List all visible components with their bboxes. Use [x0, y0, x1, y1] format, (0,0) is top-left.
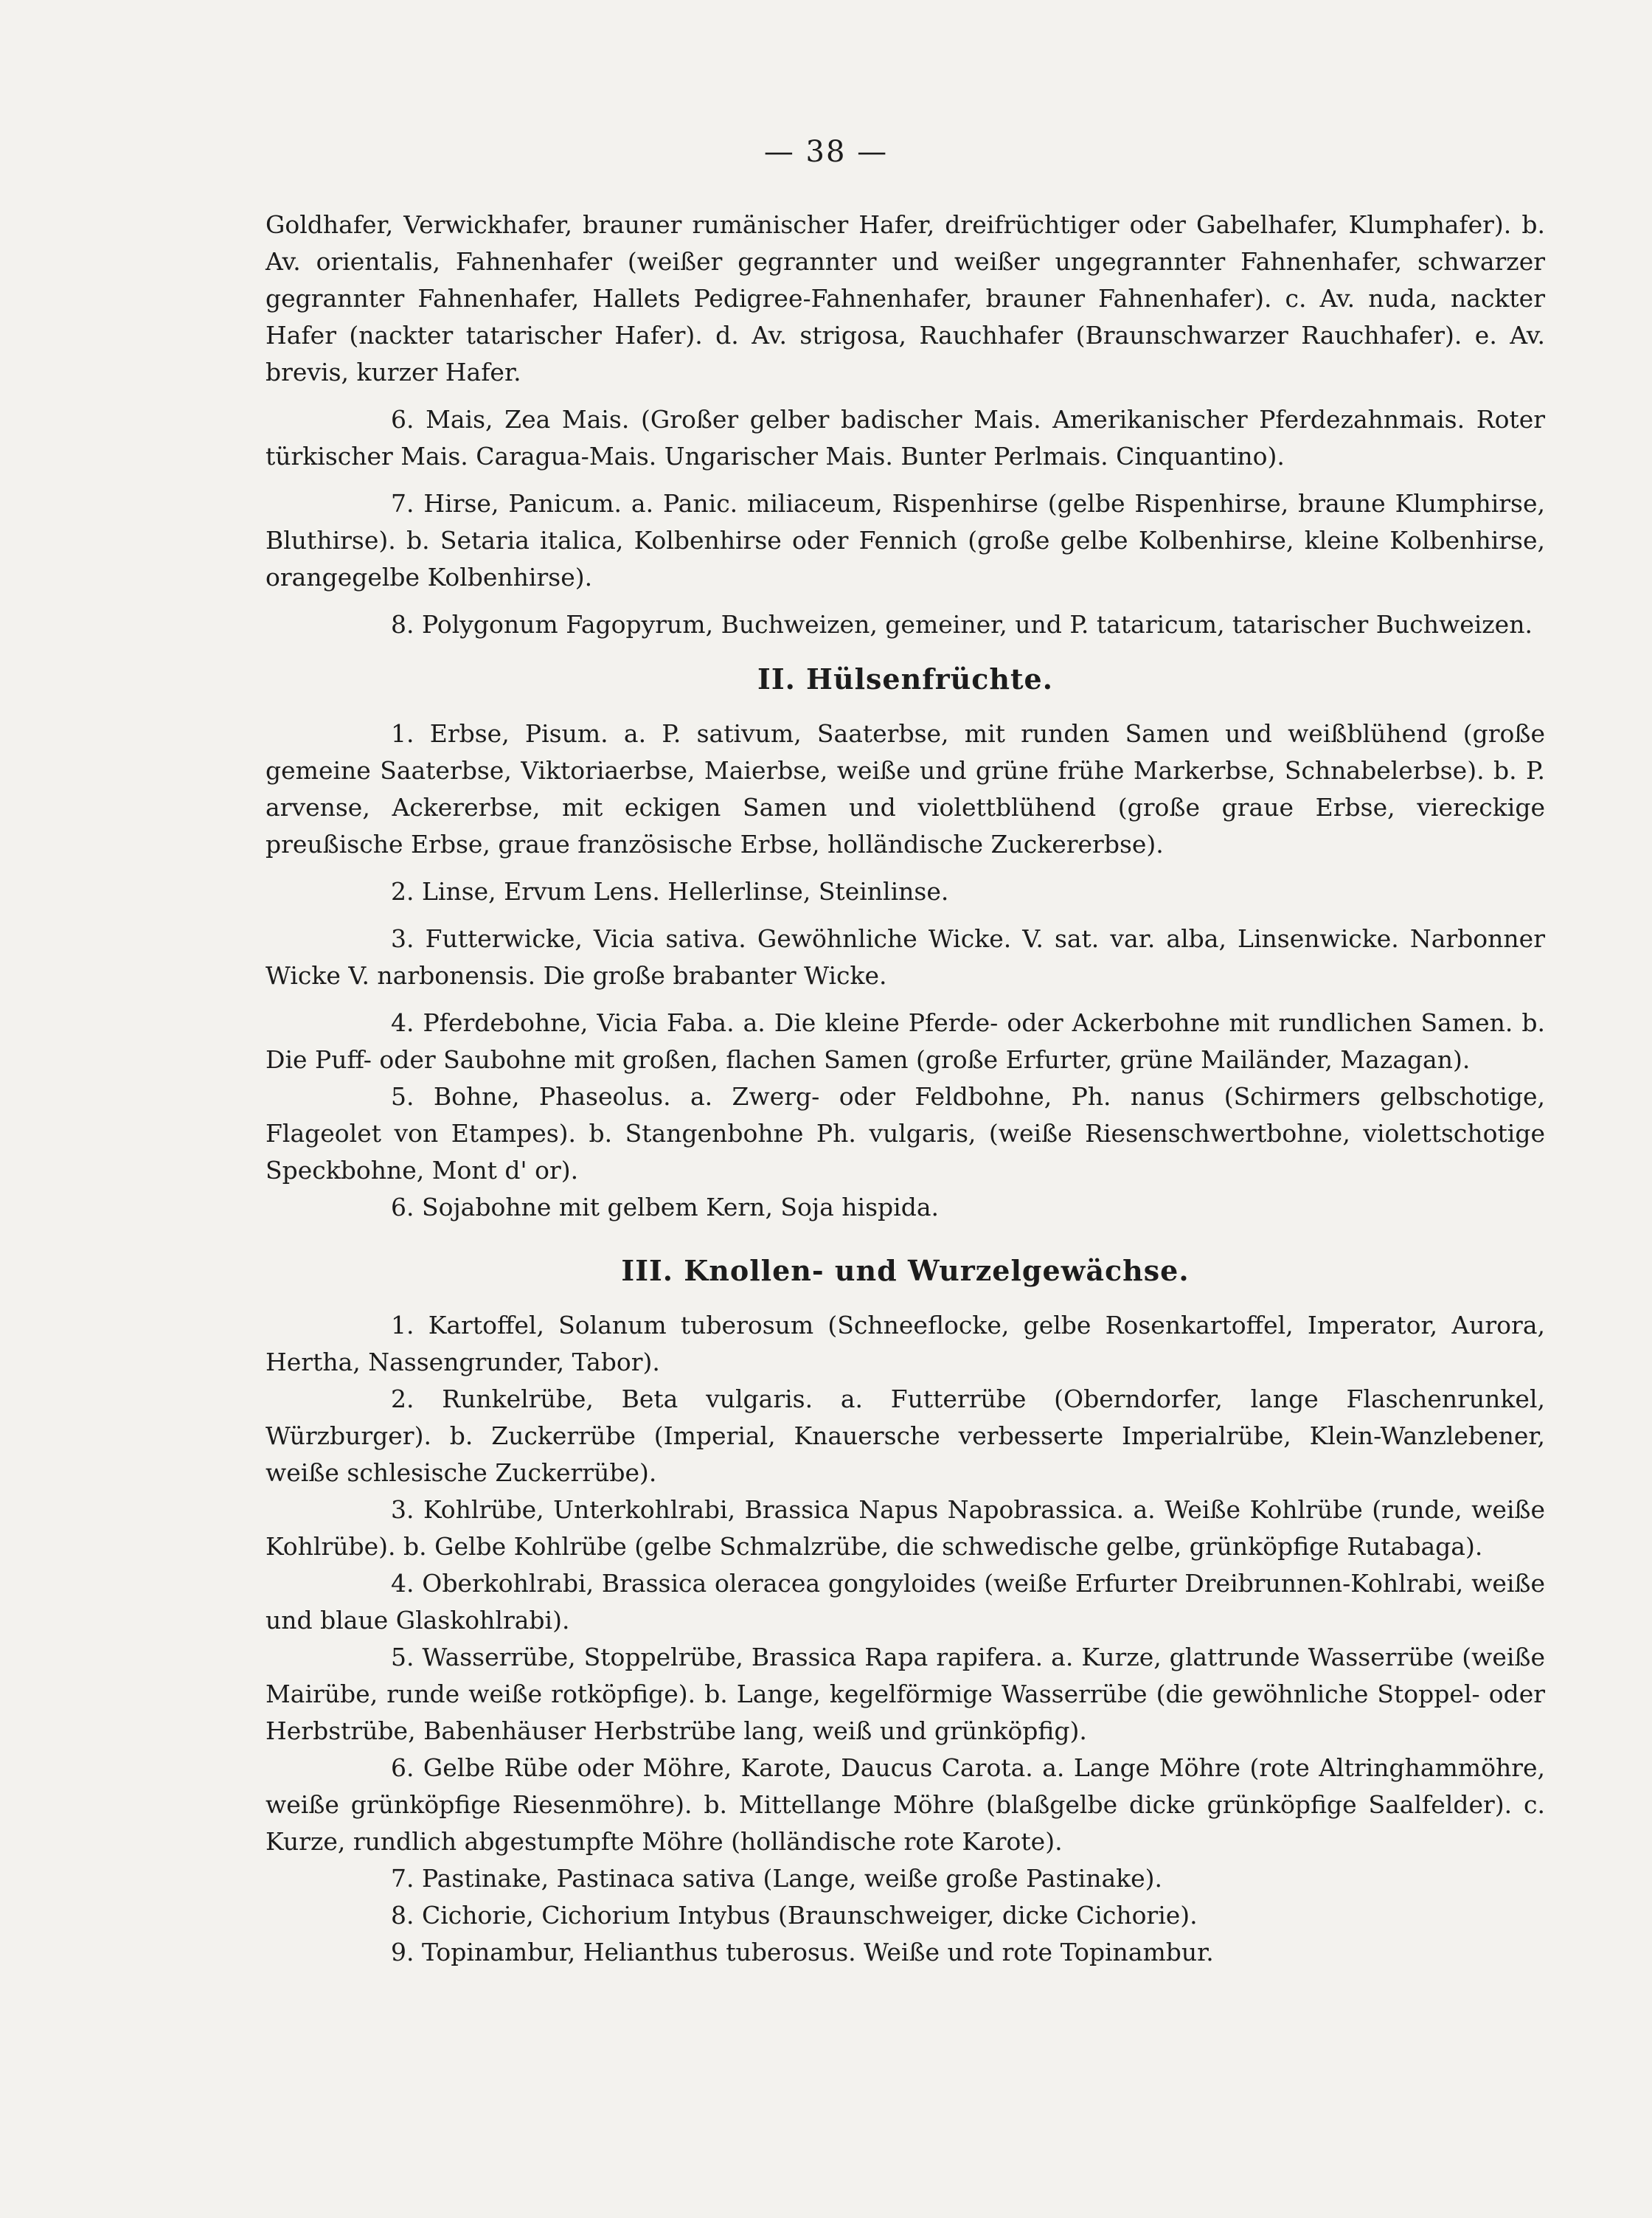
page-number: — 38 — — [763, 135, 889, 169]
paragraph-moehre: 6. Gelbe Rübe oder Möhre, Karote, Daucus Carota. a. Lange Möhre (rote Altringhammöhre, weiße grünköpfige Riesenmöhre). b. Mittellange Möhre (blaßgelbe dicke grünköpfige Saalfelder). c. Kurze, rundlich abgestumpfte Möhre (holländische rote Karote). — [266, 1753, 1545, 1856]
paragraph-kartoffel: 1. Kartoffel, Solanum tuberosum (Schneeflocke, gelbe Rosenkartoffel, Imperator, Aurora, Hertha, Nassengrunder, Tabor). — [266, 1311, 1545, 1376]
paragraph-pferdebohne: 4. Pferdebohne, Vicia Faba. a. Die kleine Pferde- oder Ackerbohne mit rundlichen Samen. b. Die Puff- oder Saubohne mit großen, flachen Samen (große Erfurter, grüne Mailänder, Mazagan). — [266, 1008, 1545, 1074]
paragraph-erbse: 1. Erbse, Pisum. a. P. sativum, Saaterbse, mit runden Samen und weißblühend (große gemeine Saaterbse, Viktoriaerbse, Maierbse, weiße und grüne frühe Markerbse, Schnabelerbse). b. P. arvense, Ackererbse, mit eckigen Samen und violettblühend (große graue Erbse, viereckige preußische Erbse, graue französische Erbse, holländische Zuckererbse). — [266, 719, 1545, 859]
paragraph-bohne: 5. Bohne, Phaseolus. a. Zwerg- oder Feldbohne, Ph. nanus (Schirmers gelbschotige, Flageolet von Etampes). b. Stangenbohne Ph. vulgaris, (weiße Riesenschwertbohne, violettschotige Speckbohne, Mont d' or). — [266, 1082, 1545, 1185]
paragraph-futterwicke: 3. Futterwicke, Vicia sativa. Gewöhnliche Wicke. V. sat. var. alba, Linsenwicke. Narbonner Wicke V. narbonensis. Die große brabanter Wicke. — [266, 924, 1545, 990]
page-body — [266, 207, 1545, 1971]
paragraph-oats-continued: Goldhafer, Verwickhafer, brauner rumänischer Hafer, dreifrüchtiger oder Gabelhafer, Klumphafer). b. Av. orientalis, Fahnenhafer (weißer gegrannter und weißer ungegrannter Fahnenhafer, schwarzer gegrannter Fahnenhafer, Hallets Pedigree-Fahnenhafer, brauner Fahnenhafer). c. Av. nuda, nackter Hafer (nackter tatarischer Hafer). d. Av. strigosa, Rauchhafer (Braunschwarzer Rauchhafer). e. Av. brevis, kurzer Hafer. — [266, 210, 1545, 387]
paragraph-kohlruebe: 3. Kohlrübe, Unterkohlrabi, Brassica Napus Napobrassica. a. Weiße Kohlrübe (runde, weiße Kohlrübe). b. Gelbe Kohlrübe (gelbe Schmalzrübe, die schwedische gelbe, grünköpfige Rutabaga). — [266, 1495, 1545, 1561]
paragraph-hirse: 7. Hirse, Panicum. a. Panic. miliaceum, Rispenhirse (gelbe Rispenhirse, braune Klumphirse, Bluthirse). b. Setaria italica, Kolbenhirse oder Fennich (große gelbe Kolbenhirse, kleine Kolbenhirse, orangegelbe Kolbenhirse). — [266, 489, 1545, 592]
section-heading-huelsenfruechte: II. Hülsenfrüchte. — [757, 662, 1053, 696]
paragraph-sojabohne: 6. Sojabohne mit gelbem Kern, Soja hispida. — [391, 1193, 939, 1221]
paragraph-mais: 6. Mais, Zea Mais. (Großer gelber badischer Mais. Amerikanischer Pferdezahnmais. Roter türkischer Mais. Caragua-Mais. Ungarischer Mais. Bunter Perlmais. Cinquantino). — [266, 405, 1545, 471]
paragraph-runkelruebe: 2. Runkelrübe, Beta vulgaris. a. Futterrübe (Oberndorfer, lange Flaschenrunkel, Würzburger). b. Zuckerrübe (Imperial, Knauersche verbesserte Imperialrübe, Klein-Wanzlebener, weiße schlesische Zuckerrübe). — [266, 1384, 1545, 1487]
paragraph-buchweizen: 8. Polygonum Fagopyrum, Buchweizen, gemeiner, und P. tataricum, tatarischer Buchweizen. — [391, 610, 1533, 639]
paragraph-linse: 2. Linse, Ervum Lens. Hellerlinse, Steinlinse. — [391, 877, 949, 906]
section-heading-knollen: III. Knollen- und Wurzelgewächse. — [621, 1254, 1190, 1287]
paragraph-topinambur: 9. Topinambur, Helianthus tuberosus. Weiße und rote Topinambur. — [391, 1938, 1214, 1966]
paragraph-pastinake: 7. Pastinake, Pastinaca sativa (Lange, weiße große Pastinake). — [391, 1864, 1163, 1893]
paragraph-oberkohlrabi: 4. Oberkohlrabi, Brassica oleracea gongyloides (weiße Erfurter Dreibrunnen-Kohlrabi, weiße und blaue Glaskohlrabi). — [266, 1569, 1545, 1635]
paragraph-wasserruebe: 5. Wasserrübe, Stoppelrübe, Brassica Rapa rapifera. a. Kurze, glattrunde Wasserrübe (weiße Mairübe, runde weiße rotköpfige). b. Lange, kegelförmige Wasserrübe (die gewöhnliche Stoppel- oder Herbstrübe, Babenhäuser Herbstrübe lang, weiß und grünköpfig). — [266, 1643, 1545, 1745]
paragraph-cichorie: 8. Cichorie, Cichorium Intybus (Braunschweiger, dicke Cichorie). — [391, 1901, 1198, 1930]
